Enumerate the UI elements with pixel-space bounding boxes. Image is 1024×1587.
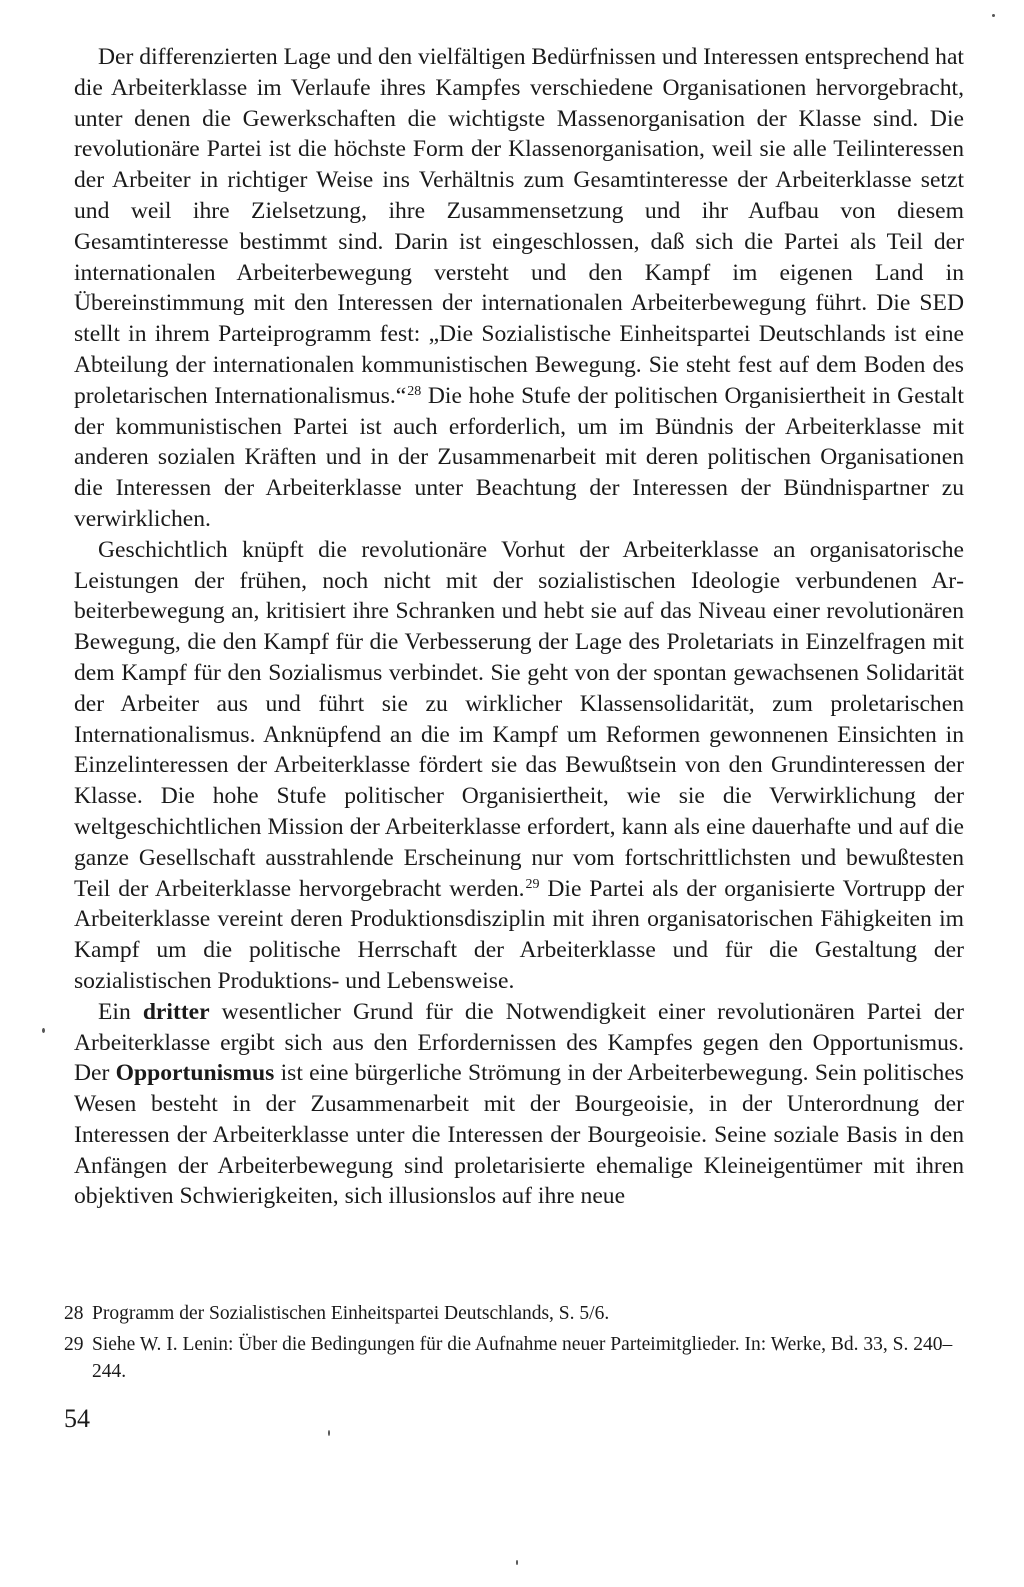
footnote-reference: 29 <box>525 876 540 892</box>
paragraph-text: Die Partei als der organisierte Vortrupp der Arbeiterklasse vereint deren Produktionsdisziplin mit ihren organisatorischen Fähigkeiten im Kampf um die politische Herrschaft der Arbeiterklasse und für die Gestaltung der sozialistischen Produktions- und Lebensweise. <box>74 875 964 994</box>
paragraph <box>74 42 964 535</box>
scan-speck <box>328 1430 330 1436</box>
page-number: 54 <box>64 1404 90 1433</box>
paragraph-text: wesentlicher Grund für die Notwendigkeit einer revolutionären Partei der Arbeiterklasse ergibt sich aus den Erfordernissen des Kampfes gegen den Opportunismus. Der <box>74 998 964 1087</box>
paragraph-text: Geschichtlich knüpft die revolutionäre Vorhut der Arbeiterklasse an organisatorische Leistungen der frühen, noch nicht mit der sozialistischen Ideologie verbundenen Arbeiterbewegung an, kritisiert ihre Schranken und hebt sie auf das Niveau einer revolutionären Bewegung, die den Kampf für die Verbesserung der Lage des Proletariats in Einzelfragen mit dem Kampf für den Sozialismus verbindet. Sie geht von der spontan gewachsenen Solidarität der Arbeiter aus und führt sie zu wirklicher Klassensolidarität, zum proletarischen Internationalismus. Anknüpfend an die im Kampf um Reformen gewonnenen Einsichten in Einzelinteressen der Arbeiterklasse fördert sie das Bewußtsein von den Grundinteressen der Klasse. Die hohe Stufe politischer Organisiertheit, wie sie die Verwirklichung der weltgeschichtlichen Mission der Arbeiterklasse erfordert, kann als eine dauerhafte und auf die ganze Gesellschaft ausstrahlende Erscheinung nur vom fortschrittlichsten und bewußtesten Teil der Arbeiterklasse hervorgebracht werden. <box>74 536 964 902</box>
footnote <box>64 1331 964 1385</box>
paragraph-text: ist eine bürgerliche Strömung in der Arbeiterbewegung. Sein politisches Wesen besteht in der Zusammenarbeit mit der Bourgeoisie, in der Unterordnung der Interessen der Arbeiterklasse unter die Interessen der Bourgeoisie. Seine soziale Basis in den Anfängen der Arbeiterbewegung sind proletarisierte ehemalige Kleineigentümer mit ihren objektiven Schwierigkeiten, sich illusionslos auf ihre neue <box>74 1060 964 1210</box>
footnote <box>64 1300 964 1327</box>
footnote-number: 29 <box>64 1334 84 1355</box>
paragraph-text: Die hohe Stufe der politischen Organisiertheit in Gestalt der kommunistischen Partei ist auch erforderlich, um im Bündnis der Arbeiterklasse mit anderen sozialen Kräften und in der Zusammenarbeit mit deren politischen Organisationen die Interessen der Arbeiterklasse unter Beachtung der Interessen der Bündnispartner zu verwirklichen. <box>74 382 964 532</box>
scan-speck <box>516 1560 518 1565</box>
emphasized-term: Opportunismus <box>115 1060 275 1087</box>
paragraph-text: Der differenzierten Lage und den vielfältigen Bedürfnissen und Interessen entsprechend hat die Arbeiterklasse im Verlaufe ihres Kampfes verschiedene Organisationen hervorgebracht, unter denen die Gewerkschaften die wichtigste Massenorganisation der Klasse sind. Die revolutionäre Partei ist die höchste Form der Klassenorganisation, weil sie alle Teilinteressen der Arbeiter in richtiger Weise ins Verhältnis zum Gesamtinteresse der Arbeiterklasse setzt und weil ihre Zielsetzung, ihre Zusammensetzung und ihr Aufbau von diesem Gesamtinteresse bestimmt sind. Darin ist eingeschlossen, daß sich die Partei als Teil der internationalen Arbeiterbewegung versteht und den Kampf im eigenen Land in Übereinstimmung mit den Interessen der internationalen Arbeiterbewegung führt. Die SED stellt in ihrem Parteiprogramm fest: „Die Sozialistische Einheitspartei Deutschlands ist eine Abteilung der internationalen kommunistischen Bewegung. Sie steht fest auf dem Boden des proletarischen Internationalismus.“ <box>74 44 964 409</box>
scan-speck <box>42 1028 45 1033</box>
paragraph <box>74 997 964 1213</box>
paragraph <box>74 535 964 997</box>
body-text <box>74 42 964 1212</box>
footnote-reference: 28 <box>407 384 422 400</box>
footnote-text: Programm der Sozialistischen Einheitspartei Deutschlands, S. 5/6. <box>92 1303 610 1324</box>
footnote-number: 28 <box>64 1303 84 1324</box>
footnote-text: Siehe W. I. Lenin: Über die Bedingungen für die Aufnahme neuer Parteimitglieder. In: Werke, Bd. 33, S. 240–244. <box>92 1334 953 1382</box>
scan-speck <box>992 14 995 17</box>
paragraph-text: Ein <box>98 998 143 1025</box>
emphasized-term: dritter <box>142 998 210 1025</box>
footnotes <box>64 1300 964 1389</box>
